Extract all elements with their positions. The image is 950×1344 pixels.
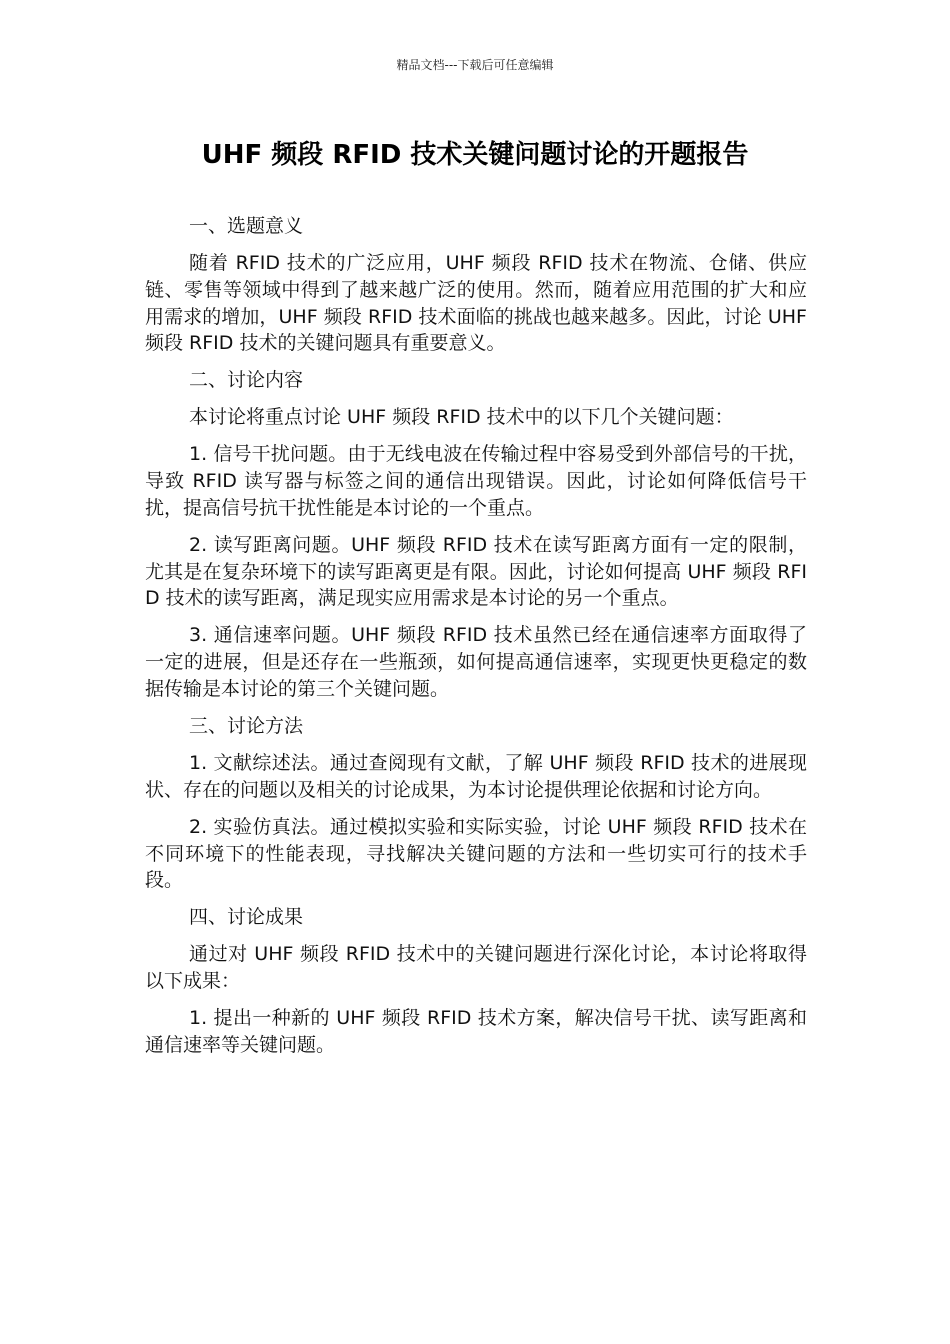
paragraph-significance: 随着 RFID 技术的广泛应用，UHF 频段 RFID 技术在物流、仓储、供应链、零售等领域中得到了越来越广泛的使用。然而，随着应用范围的扩大和应用需求的增加，UHF 频段 RFID 技术面临的挑战也越来越多。因此，讨论 UHF 频段 RFID 技术的关键问题具有重要意义。 (145, 252, 807, 355)
paragraph-result-1: 1. 提出一种新的 UHF 频段 RFID 技术方案，解决信号干扰、读写距离和通信速率等关键问题。 (145, 1007, 807, 1056)
document-title: UHF 频段 RFID 技术关键问题讨论的开题报告 (201, 140, 749, 170)
section-heading-methods: 三、讨论方法 (189, 714, 304, 737)
paragraph-literature-review: 1. 文献综述法。通过查阅现有文献，了解 UHF 频段 RFID 技术的进展现状、存在的问题以及相关的讨论成果，为本讨论提供理论依据和讨论方向。 (145, 752, 807, 801)
section-heading-significance: 一、选题意义 (189, 215, 304, 237)
section-heading-content: 二、讨论内容 (189, 369, 304, 392)
paragraph-results-intro: 通过对 UHF 频段 RFID 技术中的关键问题进行深化讨论，本讨论将取得以下成果： (145, 943, 807, 993)
header-note: 精品文档---下载后可任意编辑 (396, 58, 554, 72)
document-body (145, 213, 807, 1069)
paragraph-communication-rate: 3. 通信速率问题。UHF 频段 RFID 技术虽然已经在通信速率方面取得了一定的进展，但是还存在一些瓶颈，如何提高通信速率，实现更快更稳定的数据传输是本讨论的第三个关键问题。 (145, 624, 807, 700)
paragraph-simulation: 2. 实验仿真法。通过模拟实验和实际实验，讨论 UHF 频段 RFID 技术在不同环境下的性能表现，寻找解决关键问题的方法和一些切实可行的技术手段。 (145, 815, 807, 892)
paragraph-signal-interference: 1. 信号干扰问题。由于无线电波在传输过程中容易受到外部信号的干扰，导致 RFID 读写器与标签之间的通信出现错误。因此，讨论如何降低信号干扰，提高信号抗干扰性能是本讨论的一个重点。 (145, 443, 807, 519)
paragraph-content-intro: 本讨论将重点讨论 UHF 频段 RFID 技术中的以下几个关键问题： (189, 406, 734, 429)
section-heading-results: 四、讨论成果 (189, 906, 304, 929)
paragraph-read-distance: 2. 读写距离问题。UHF 频段 RFID 技术在读写距离方面有一定的限制，尤其是在复杂环境下的读写距离更是有限。因此，讨论如何提高 UHF 频段 RFID 技术的读写距离，满足现实应用需求是本讨论的另一个重点。 (145, 533, 807, 610)
